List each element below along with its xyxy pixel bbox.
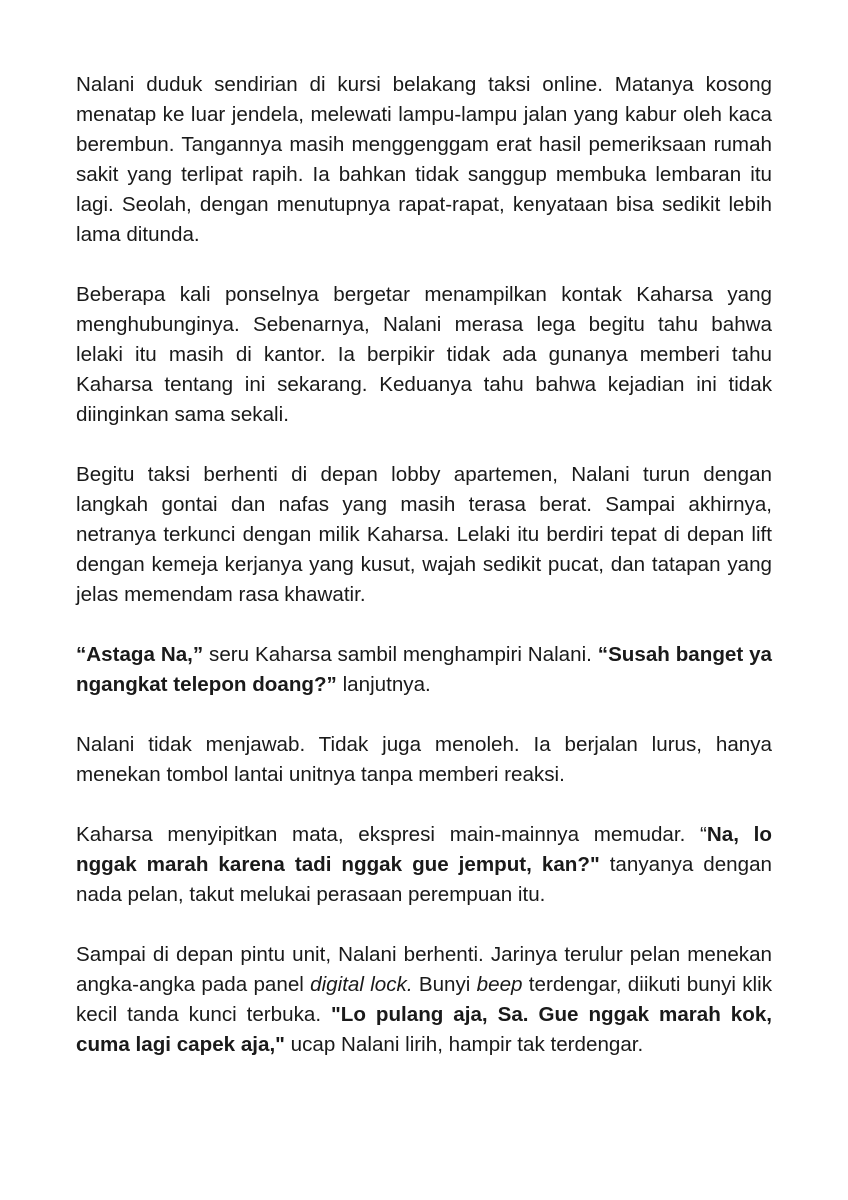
italic-term: beep [476,973,523,996]
narration-text: Kaharsa menyipitkan mata, ekspresi main-mainnya memudar. “ [76,823,707,846]
narration-text: tanyanya dengan nada pelan, takut melukai perasaan perempuan itu. [76,853,772,906]
italic-term: digital lock. [310,973,413,996]
document-page [76,70,772,1060]
paragraph-5: Nalani tidak menjawab. Tidak juga menoleh. Ia berjalan lurus, hanya menekan tombol lantai unitnya tanpa memberi reaksi. [76,733,772,786]
dialog-text: “Susah banget ya ngangkat telepon doang?” [76,643,772,696]
paragraph-7 [76,940,772,1060]
dialog-text: “Astaga Na,” [76,643,204,666]
paragraph-1: Nalani duduk sendirian di kursi belakang taksi online. Matanya kosong menatap ke luar jendela, melewati lampu-lampu jalan yang kabur oleh kaca berembun. Tangannya masih menggenggam erat hasil pemeriksaan rumah sakit yang terlipat rapih. Ia bahkan tidak sanggup membuka lembaran itu lagi. Seolah, dengan menutupnya rapat-rapat, kenyataan bisa sedikit lebih lama ditunda. [76,73,772,246]
paragraph-3: Begitu taksi berhenti di depan lobby apartemen, Nalani turun dengan langkah gontai dan nafas yang masih terasa berat. Sampai akhirnya, netranya terkunci dengan milik Kaharsa. Lelaki itu berdiri tepat di depan lift dengan kemeja kerjanya yang kusut, wajah sedikit pucat, dan tatapan yang jelas memendam rasa khawatir. [76,463,772,606]
narration-text: terdengar, diikuti bunyi klik kecil tanda kunci terbuka. [76,973,772,1026]
paragraph-4 [76,640,772,700]
narration-text: lanjutnya. [336,673,431,696]
narration-text: ucap Nalani lirih, hampir tak terdengar. [284,1033,644,1056]
paragraph-6 [76,820,772,910]
narration-text: seru Kaharsa sambil menghampiri Nalani. [203,643,598,666]
paragraph-2: Beberapa kali ponselnya bergetar menampilkan kontak Kaharsa yang menghubunginya. Sebenarnya, Nalani merasa lega begitu tahu bahwa lelaki itu masih di kantor. Ia berpikir tidak ada gunanya memberi tahu Kaharsa tentang ini sekarang. Keduanya tahu bahwa kejadian ini tidak diinginkan sama sekali. [76,283,772,426]
narration-text: Bunyi [412,973,477,996]
narration-text: Sampai di depan pintu unit, Nalani berhenti. Jarinya terulur pelan menekan angka-angka pada panel [76,943,772,996]
dialog-text: Na, lo nggak marah karena tadi nggak gue jemput, kan?" [76,823,772,876]
dialog-text: "Lo pulang aja, Sa. Gue nggak marah kok, cuma lagi capek aja," [76,1003,772,1056]
